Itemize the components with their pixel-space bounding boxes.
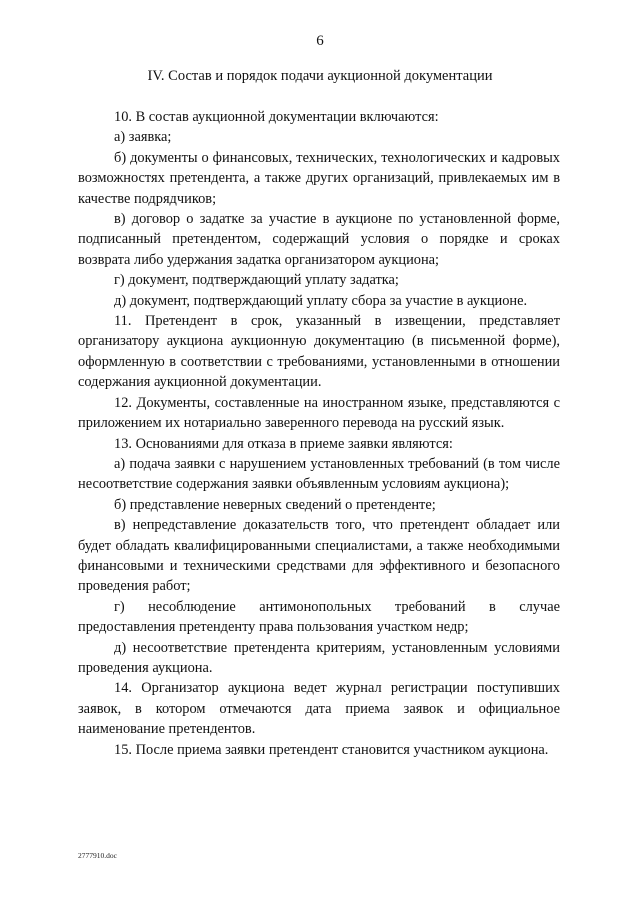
- paragraph-10v: в) договор о задатке за участие в аукционе по установленной форме, подписанный претендентом, содержащий условия о порядке и сроках возврата либо удержания задатка организатором аукциона;: [78, 211, 560, 268]
- paragraph-13a: а) подача заявки с нарушением установленных требований (в том числе несоответствие содержания заявки объявленным условиям аукциона);: [78, 455, 560, 493]
- paragraph-10: 10. В состав аукционной документации включаются:: [114, 109, 439, 125]
- paragraph-10a: а) заявка;: [114, 129, 172, 146]
- paragraph-13d: д) несоответствие претендента критериям, установленным условиями проведения аукциона.: [78, 639, 560, 676]
- paragraph-13: 13. Основаниями для отказа в приеме заявки являются:: [114, 435, 453, 452]
- page-number: 6: [316, 33, 324, 49]
- paragraph-10d: д) документ, подтверждающий уплату сбора за участие в аукционе.: [114, 292, 528, 309]
- paragraph-14: 14. Организатор аукциона ведет журнал регистрации поступивших заявок, в котором отмечаются дата приема заявок и официальное наименование претендентов.: [78, 680, 560, 738]
- paragraph-11: 11. Претендент в срок, указанный в извещении, представляет организатору аукциона аукционную документацию (в письменной форме), оформленную в соответствии с требованиями, установленными в отношении содержания аукционной документации.: [78, 313, 560, 391]
- paragraph-13v: в) непредставление доказательств того, что претендент обладает или будет обладать квалифицированными специалистами, а также необходимыми финансовыми и техническими средствами для эффективного и безопасного проведения работ;: [78, 517, 560, 595]
- section-title: IV. Состав и порядок подачи аукционной документации: [147, 68, 493, 84]
- document-body: [78, 107, 560, 760]
- paragraph-10g: г) документ, подтверждающий уплату задатка;: [114, 272, 399, 289]
- paragraph-15: 15. После приема заявки претендент становится участником аукциона.: [114, 741, 549, 758]
- footer-doc-id: 2777910.doc: [78, 851, 117, 860]
- paragraph-12: 12. Документы, составленные на иностранном языке, представляются с приложением их нотариально заверенного перевода на русский язык.: [78, 394, 560, 432]
- paragraph-13g: г) несоблюдение антимонопольных требований в случае предоставления претенденту права пользования участком недр;: [78, 598, 560, 636]
- paragraph-10b: б) документы о финансовых, технических, технологических и кадровых возможностях претендента, а также других организаций, привлекаемых им в качестве подрядчиков;: [78, 149, 560, 207]
- paragraph-13b: б) представление неверных сведений о претенденте;: [114, 496, 436, 513]
